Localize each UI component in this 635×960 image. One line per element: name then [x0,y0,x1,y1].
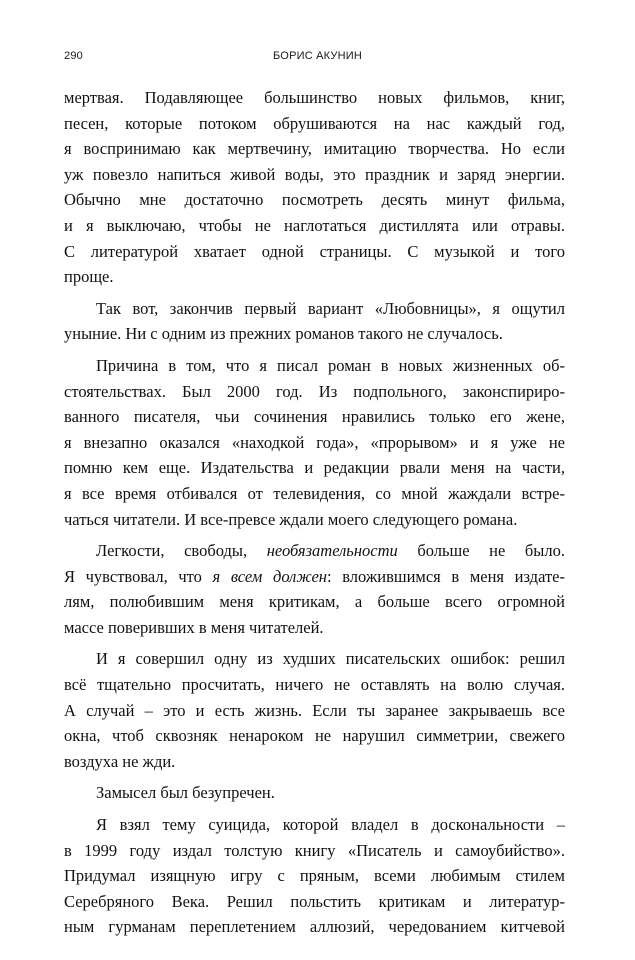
text-segment: А случай – это и есть жизнь. Если ты заранее закрываешь все [64,700,565,720]
text-line [64,404,565,430]
text-line [64,239,565,265]
text-line [64,698,565,724]
text-segment: ванного писателя, чьи сочинения нравились только его жене, [64,407,565,427]
text-line [64,353,565,379]
text-segment: и я выключаю, чтобы не наглотаться дистиллята или отравы. [64,215,565,235]
text-segment: уныние. Ни с одним из прежних романов такого не случалось. [64,324,503,344]
text-line [64,812,565,838]
text-line [64,538,565,564]
text-segment: мертвая. Подавляющее большинство новых фильмов, книг, [64,88,565,107]
text-segment: песен, которые потоком обрушиваются на нас каждый год, [64,113,565,133]
text-line [64,455,565,481]
text-segment: чаться читатели. И все-превсе ждали моего следующего романа. [64,509,518,529]
text-line [64,914,565,940]
text-line [64,187,565,213]
text-line [64,723,565,749]
paragraph [64,780,565,806]
text-segment: я все время отбивался от телевидения, со мной жаждали встре- [64,483,565,503]
text-line [64,264,565,290]
text-line [64,615,565,641]
text-segment: в 1999 году издал толстую книгу «Писатель и самоубийство». [64,840,565,860]
text-segment: Серебряного Века. Решил польстить критикам и литератур- [64,891,565,911]
text-line [64,749,565,775]
text-line [64,296,565,322]
text-line [64,589,565,615]
text-segment: я воспринимаю как мертвечину, имитацию творчества. Но если [64,139,565,159]
text-line [64,321,565,347]
text-line [64,111,565,137]
text-line [64,379,565,405]
text-line [64,889,565,915]
text-segment: : вложившимся в меня издате- [327,566,565,586]
text-segment: Так вот, закончив первый вариант «Любовницы», я ощутил [96,298,565,318]
text-line [64,780,565,806]
text-segment: Причина в том, что я писал роман в новых жизненных об- [96,355,565,375]
text-segment: ным гурманам переплетением аллюзий, чередованием китчевой [64,917,565,937]
text-line [64,162,565,188]
text-segment: лям, полюбившим меня критикам, а больше всего огромной [64,592,565,612]
text-segment: Замысел был безупречен. [96,783,275,803]
text-segment: проще. [64,267,114,287]
text-segment: Я взял тему суицида, которой владел в доскональности – [96,815,565,835]
text-line [64,564,565,590]
text-line [64,481,565,507]
text-segment: Легкости, свободы, [96,541,267,561]
paragraph [64,538,565,640]
page-number: 290 [64,50,83,62]
paragraph [64,296,565,347]
text-segment: больше не было. [397,541,565,561]
paragraph [64,353,565,532]
text-line [64,672,565,698]
text-segment: Придумал изящную игру с пряным, всеми любимым стилем [64,866,565,886]
text-line [64,136,565,162]
paragraph [64,812,565,940]
running-head [64,50,571,66]
text-line [64,507,565,533]
text-line [64,646,565,672]
text-segment: Я чувствовал, что [64,566,213,586]
text-segment: помню кем еще. Издательства и редакции рвали меня на части, [64,458,565,478]
text-segment: стоятельствах. Был 2000 год. Из подпольного, законспириро- [64,381,565,401]
running-title: БОРИС АКУНИН [273,50,362,62]
text-segment: воздуха не жди. [64,751,176,771]
text-segment: окна, чтоб сквозняк ненароком не нарушил симметрии, свежего [64,726,565,746]
text-segment: И я совершил одну из худших писательских ошибок: решил [96,649,565,669]
text-line [64,430,565,456]
text-line [64,85,565,111]
paragraph [64,646,565,774]
text-segment: массе поверивших в меня читателей. [64,617,324,637]
text-line [64,213,565,239]
text-segment: Обычно мне достаточно посмотреть десять минут фильма, [64,190,565,210]
italic-segment: необязательности [266,541,398,561]
italic-segment: я всем должен [212,566,327,586]
text-line [64,863,565,889]
paragraph [64,85,565,290]
text-line [64,838,565,864]
body-text [64,85,565,946]
text-segment: я внезапно оказался «находкой года», «прорывом» и я уже не [64,432,565,452]
text-segment: уж повезло напиться живой воды, это праздник и заряд энергии. [64,164,565,184]
text-segment: всё тщательно просчитать, ничего не оставлять на волю случая. [64,675,565,695]
text-segment: С литературой хватает одной страницы. С музыкой и того [64,241,565,261]
